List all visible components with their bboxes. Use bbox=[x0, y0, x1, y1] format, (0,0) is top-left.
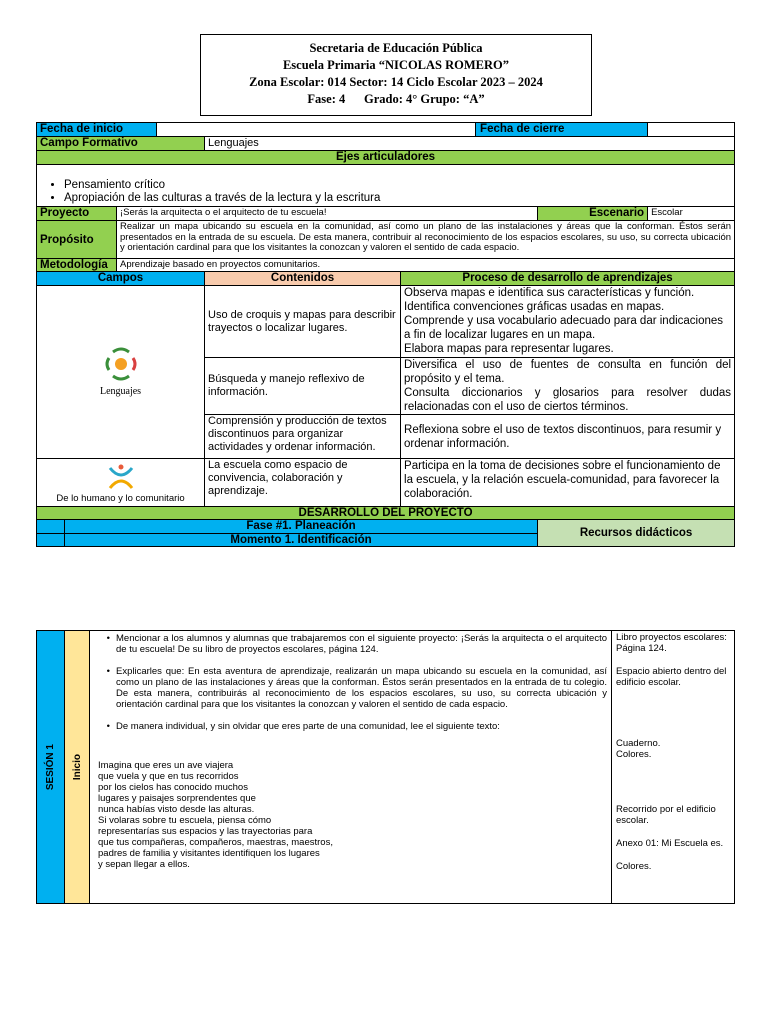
humano-logo-icon bbox=[106, 464, 136, 492]
recursos-header: Recursos didácticos bbox=[538, 520, 735, 547]
metodologia-value: Aprendizaje basado en proyectos comunitarios. bbox=[117, 259, 735, 272]
blank-cell bbox=[37, 534, 65, 547]
lenguajes-label: Lenguajes bbox=[99, 386, 142, 397]
proposito-label: Propósito bbox=[37, 221, 117, 259]
school-header bbox=[200, 34, 592, 116]
resource-item: Cuaderno. bbox=[616, 738, 661, 749]
activity-item: • De manera individual, y sin olvidar que eres parte de una comunidad, lee el siguiente texto: bbox=[106, 721, 500, 732]
sesion-cell bbox=[37, 631, 65, 904]
activity-item: • Mencionar a los alumnos y alumnas que trabajaremos con el siguiente proyecto: ¡Serás la arquitecta o el arquitecto de tu escuela! De su libro de proyectos escolares, página 124. bbox=[106, 633, 607, 655]
ejes-label: Ejes articuladores bbox=[37, 151, 735, 165]
blank-cell bbox=[37, 520, 65, 534]
resource-item: Colores. bbox=[616, 749, 652, 760]
resources-cell bbox=[612, 631, 735, 904]
campo-formativo-value: Lenguajes bbox=[205, 137, 735, 151]
activities-cell bbox=[90, 631, 612, 904]
proceso-header: Proceso de desarrollo de aprendizajes bbox=[401, 272, 735, 286]
proceso-cell: Participa en la toma de decisiones sobre el funcionamiento de la escuela, y la relación escuela-comunidad, para favorecer la colaboración. bbox=[401, 459, 735, 507]
header-line-1: Secretaria de Educación Pública bbox=[309, 41, 483, 55]
fecha-cierre-value[interactable] bbox=[648, 123, 735, 137]
resource-item: Espacio abierto dentro del edificio escolar. bbox=[616, 666, 727, 688]
proposito-value: Realizar un mapa ubicando su escuela en la comunidad, así como un plano de las instalaciones y áreas que la conforman. Éstos serán presentados en la entrada de su escuela. De esta manera, contribuir al reconocimiento de los espacios escolares, su uso, su correcta ubicación y orientación cardinal para que los visitantes la conozcan y valoren el sentido de cada espacio. bbox=[117, 221, 735, 259]
contenido-cell: Uso de croquis y mapas para describir trayectos o localizar lugares. bbox=[205, 286, 401, 358]
proyecto-value: ¡Serás la arquitecta o el arquitecto de tu escuela! bbox=[117, 207, 538, 221]
fase-title: Fase #1. Planeación bbox=[65, 520, 538, 534]
campo-lenguajes bbox=[37, 286, 205, 459]
campos-header: Campos bbox=[37, 272, 205, 286]
proyecto-label: Proyecto bbox=[37, 207, 117, 221]
contenido-cell: La escuela como espacio de convivencia, colaboración y aprendizaje. bbox=[205, 459, 401, 507]
fecha-inicio-label: Fecha de inicio bbox=[37, 123, 157, 137]
header-line-3: Zona Escolar: 014 Sector: 14 Ciclo Escolar 2023 – 2024 bbox=[249, 75, 543, 89]
campo-formativo-label: Campo Formativo bbox=[37, 137, 205, 151]
escenario-label: Escenario bbox=[538, 207, 648, 221]
escenario-value: Escolar bbox=[648, 207, 735, 221]
ejes-list bbox=[37, 165, 735, 207]
contenido-cell: Búsqueda y manejo reflexivo de información. bbox=[205, 358, 401, 415]
momento-title: Momento 1. Identificación bbox=[65, 534, 538, 547]
planning-table bbox=[36, 122, 735, 547]
humano-label: De lo humano y lo comunitario bbox=[56, 493, 185, 504]
contenidos-header: Contenidos bbox=[205, 272, 401, 286]
resource-item: Colores. bbox=[616, 861, 652, 872]
activity-item: • Explicarles que: En esta aventura de aprendizaje, realizarán un mapa ubicando su escuela en la comunidad, así como un plano de las instalaciones y áreas que la conforman. Éstos serán presentados en la entrada de tu colegio. De esta manera, contribuirás al reconocimiento de los espacios escolares, su uso, su correcta ubicación y orientación cardinal para que los visitantes la conozcan y valoren el sentido de cada espacio. bbox=[106, 666, 607, 710]
poem-text: Imagina que eres un ave viajera que vuela y que en tus recorridos por los cielos has conocido muchos lugares y paisajes sorprendentes que nunca habías visto desde las alturas. Si volaras sobre tu escuela, piensa cómo representarías sus espacios y las trayectorias para que tus compañeras, compañeros, maestras, maestros, padres de familia y visitantes identifiquen los lugares y sepan llegar a ellos. bbox=[98, 760, 333, 870]
resource-item: Anexo 01: Mi Escuela es. bbox=[616, 838, 724, 849]
lenguajes-logo-icon bbox=[104, 346, 138, 382]
resource-item: Libro proyectos escolares: Página 124. bbox=[616, 632, 727, 654]
desarrollo-title: DESARROLLO DEL PROYECTO bbox=[37, 507, 735, 520]
fecha-inicio-value[interactable] bbox=[157, 123, 476, 137]
eje-item: • Apropiación de las culturas a través de la lectura y la escritura bbox=[64, 192, 731, 205]
metodologia-label: Metodología bbox=[37, 259, 117, 272]
proceso-cell: Diversifica el uso de fuentes de consulta en función del propósito y el tema. Consulta diccionarios y glosarios para resolver dudas relacionadas con el uso de ciertos términos. bbox=[401, 358, 735, 415]
sesion-label: SESIÓN 1 bbox=[45, 743, 56, 791]
inicio-label: Inicio bbox=[71, 753, 83, 781]
proceso-cell: Observa mapas e identifica sus características y función. Identifica convenciones gráficas usadas en mapas. Comprende y usa vocabulario adecuado para dar indicaciones a fin de localizar lugares en un mapa. Elabora mapas para representar lugares. bbox=[401, 286, 735, 358]
session-table bbox=[36, 630, 735, 904]
resource-item: Recorrido por el edificio escolar. bbox=[616, 804, 716, 826]
campo-humano bbox=[37, 459, 205, 507]
inicio-cell bbox=[65, 631, 90, 904]
header-line-4: Fase: 4 Grado: 4° Grupo: “A” bbox=[307, 92, 485, 106]
eje-item: • Pensamiento crítico bbox=[64, 179, 731, 192]
header-line-2: Escuela Primaria “NICOLAS ROMERO” bbox=[282, 58, 510, 72]
contenido-cell: Comprensión y producción de textos discontinuos para organizar actividades y ordenar información. bbox=[205, 415, 401, 459]
fecha-cierre-label: Fecha de cierre bbox=[476, 123, 648, 137]
proceso-cell: Reflexiona sobre el uso de textos discontinuos, para resumir y ordenar información. bbox=[401, 415, 735, 459]
